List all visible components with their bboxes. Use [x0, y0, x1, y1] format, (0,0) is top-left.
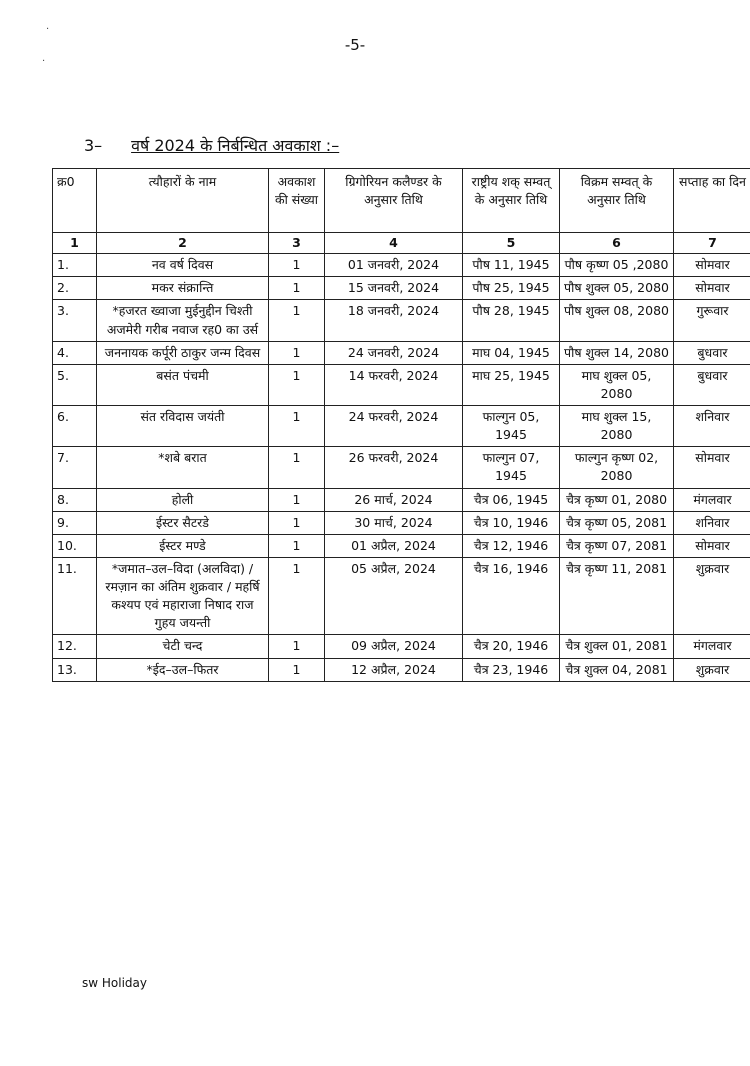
row-holiday-count: 1 [269, 488, 325, 511]
row-saka-date: पौष 11, 1945 [463, 254, 560, 277]
row-saka-date: चैत्र 06, 1945 [463, 488, 560, 511]
column-number: 6 [560, 233, 674, 254]
row-gregorian-date: 26 फरवरी, 2024 [325, 447, 463, 488]
table-header-row [53, 169, 750, 233]
row-festival-name: ईस्टर मण्डे [97, 534, 269, 557]
row-holiday-count: 1 [269, 406, 325, 447]
row-festival-name: मकर संक्रान्ति [97, 277, 269, 300]
header-gregorian-date: ग्रिगोरियन कलैण्डर के अनुसार तिथि [325, 169, 463, 233]
section-title: वर्ष 2024 के निर्बन्धित अवकाश :– [131, 136, 340, 155]
footer-note: sw Holiday [82, 976, 147, 990]
column-number: 2 [97, 233, 269, 254]
row-weekday: शुक्रवार [674, 557, 750, 635]
row-vikram-date: चैत्र कृष्ण 11, 2081 [560, 557, 674, 635]
column-number: 5 [463, 233, 560, 254]
row-saka-date: चैत्र 10, 1946 [463, 511, 560, 534]
page-number: -5- [344, 36, 366, 54]
row-serial-number: 7. [53, 447, 97, 488]
column-number: 7 [674, 233, 750, 254]
row-vikram-date: पौष शुक्ल 14, 2080 [560, 341, 674, 364]
header-holiday-count: अवकाश की संख्या [269, 169, 325, 233]
header-weekday: सप्ताह का दिन [674, 169, 750, 233]
row-gregorian-date: 18 जनवरी, 2024 [325, 300, 463, 341]
row-gregorian-date: 26 मार्च, 2024 [325, 488, 463, 511]
table-row [53, 300, 750, 341]
row-weekday: सोमवार [674, 534, 750, 557]
row-festival-name: ईस्टर सैटरडे [97, 511, 269, 534]
header-sno: क्र0 [53, 169, 97, 233]
row-holiday-count: 1 [269, 557, 325, 635]
row-weekday: मंगलवार [674, 635, 750, 658]
table-row [53, 658, 750, 681]
row-vikram-date: चैत्र कृष्ण 07, 2081 [560, 534, 674, 557]
row-serial-number: 12. [53, 635, 97, 658]
section-heading [84, 134, 339, 156]
row-serial-number: 9. [53, 511, 97, 534]
row-holiday-count: 1 [269, 534, 325, 557]
row-festival-name: *जमात–उल–विदा (अलविदा) / रमज़ान का अंतिम शुक्रवार / महर्षि कश्यप एवं महाराजा निषाद राज गुहय जयन्ती [97, 557, 269, 635]
table-row [53, 534, 750, 557]
row-gregorian-date: 30 मार्च, 2024 [325, 511, 463, 534]
section-number: 3– [84, 136, 103, 155]
row-weekday: सोमवार [674, 254, 750, 277]
row-gregorian-date: 24 जनवरी, 2024 [325, 341, 463, 364]
row-vikram-date: फाल्गुन कृष्ण 02, 2080 [560, 447, 674, 488]
row-serial-number: 4. [53, 341, 97, 364]
column-number-row [53, 233, 750, 254]
row-holiday-count: 1 [269, 447, 325, 488]
row-weekday: बुधवार [674, 364, 750, 405]
table-row [53, 364, 750, 405]
row-weekday: बुधवार [674, 341, 750, 364]
header-festival-name: त्यौहारों के नाम [97, 169, 269, 233]
row-vikram-date: चैत्र शुक्ल 04, 2081 [560, 658, 674, 681]
row-vikram-date: माघ शुक्ल 15, 2080 [560, 406, 674, 447]
row-weekday: शुक्रवार [674, 658, 750, 681]
row-gregorian-date: 24 फरवरी, 2024 [325, 406, 463, 447]
row-serial-number: 13. [53, 658, 97, 681]
row-serial-number: 3. [53, 300, 97, 341]
row-holiday-count: 1 [269, 635, 325, 658]
scan-speck: · [46, 24, 50, 35]
column-number: 1 [53, 233, 97, 254]
row-serial-number: 2. [53, 277, 97, 300]
row-festival-name: संत रविदास जयंती [97, 406, 269, 447]
row-saka-date: फाल्गुन 05, 1945 [463, 406, 560, 447]
row-festival-name: *शबे बरात [97, 447, 269, 488]
row-serial-number: 11. [53, 557, 97, 635]
row-serial-number: 1. [53, 254, 97, 277]
row-saka-date: माघ 04, 1945 [463, 341, 560, 364]
row-festival-name: जननायक कर्पूरी ठाकुर जन्म दिवस [97, 341, 269, 364]
row-saka-date: फाल्गुन 07, 1945 [463, 447, 560, 488]
column-number: 4 [325, 233, 463, 254]
row-festival-name: चेटी चन्द [97, 635, 269, 658]
row-weekday: सोमवार [674, 447, 750, 488]
row-gregorian-date: 14 फरवरी, 2024 [325, 364, 463, 405]
row-vikram-date: चैत्र कृष्ण 05, 2081 [560, 511, 674, 534]
row-weekday: सोमवार [674, 277, 750, 300]
row-saka-date: पौष 28, 1945 [463, 300, 560, 341]
row-serial-number: 10. [53, 534, 97, 557]
row-gregorian-date: 15 जनवरी, 2024 [325, 277, 463, 300]
row-festival-name: नव वर्ष दिवस [97, 254, 269, 277]
row-holiday-count: 1 [269, 658, 325, 681]
row-gregorian-date: 05 अप्रैल, 2024 [325, 557, 463, 635]
row-saka-date: पौष 25, 1945 [463, 277, 560, 300]
row-gregorian-date: 12 अप्रैल, 2024 [325, 658, 463, 681]
row-festival-name: *हजरत ख्वाजा मुईनुद्दीन चिश्ती अजमेरी गरीब नवाज रह0 का उर्स [97, 300, 269, 341]
row-vikram-date: पौष कृष्ण 05 ,2080 [560, 254, 674, 277]
row-saka-date: चैत्र 20, 1946 [463, 635, 560, 658]
table-row [53, 511, 750, 534]
row-vikram-date: माघ शुक्ल 05, 2080 [560, 364, 674, 405]
row-festival-name: बसंत पंचमी [97, 364, 269, 405]
row-festival-name: होली [97, 488, 269, 511]
row-weekday: शनिवार [674, 511, 750, 534]
holiday-table [52, 168, 750, 682]
row-serial-number: 5. [53, 364, 97, 405]
row-holiday-count: 1 [269, 254, 325, 277]
row-vikram-date: चैत्र कृष्ण 01, 2080 [560, 488, 674, 511]
header-vikram-date: विक्रम सम्वत् के अनुसार तिथि [560, 169, 674, 233]
row-gregorian-date: 01 जनवरी, 2024 [325, 254, 463, 277]
row-saka-date: माघ 25, 1945 [463, 364, 560, 405]
column-number: 3 [269, 233, 325, 254]
table-row [53, 557, 750, 635]
table-row [53, 488, 750, 511]
row-saka-date: चैत्र 16, 1946 [463, 557, 560, 635]
row-holiday-count: 1 [269, 511, 325, 534]
table-row [53, 406, 750, 447]
table-row [53, 277, 750, 300]
row-gregorian-date: 09 अप्रैल, 2024 [325, 635, 463, 658]
row-serial-number: 8. [53, 488, 97, 511]
row-weekday: मंगलवार [674, 488, 750, 511]
header-saka-date: राष्ट्रीय शक् सम्वत् के अनुसार तिथि [463, 169, 560, 233]
row-weekday: शनिवार [674, 406, 750, 447]
row-weekday: गुरूवार [674, 300, 750, 341]
row-holiday-count: 1 [269, 341, 325, 364]
row-holiday-count: 1 [269, 277, 325, 300]
table-row [53, 341, 750, 364]
row-gregorian-date: 01 अप्रैल, 2024 [325, 534, 463, 557]
row-festival-name: *ईद–उल–फितर [97, 658, 269, 681]
row-vikram-date: चैत्र शुक्ल 01, 2081 [560, 635, 674, 658]
table-row [53, 447, 750, 488]
table-row [53, 635, 750, 658]
row-vikram-date: पौष शुक्ल 05, 2080 [560, 277, 674, 300]
scan-speck: · [42, 56, 46, 67]
row-saka-date: चैत्र 23, 1946 [463, 658, 560, 681]
row-saka-date: चैत्र 12, 1946 [463, 534, 560, 557]
row-holiday-count: 1 [269, 300, 325, 341]
table-row [53, 254, 750, 277]
row-holiday-count: 1 [269, 364, 325, 405]
row-serial-number: 6. [53, 406, 97, 447]
row-vikram-date: पौष शुक्ल 08, 2080 [560, 300, 674, 341]
